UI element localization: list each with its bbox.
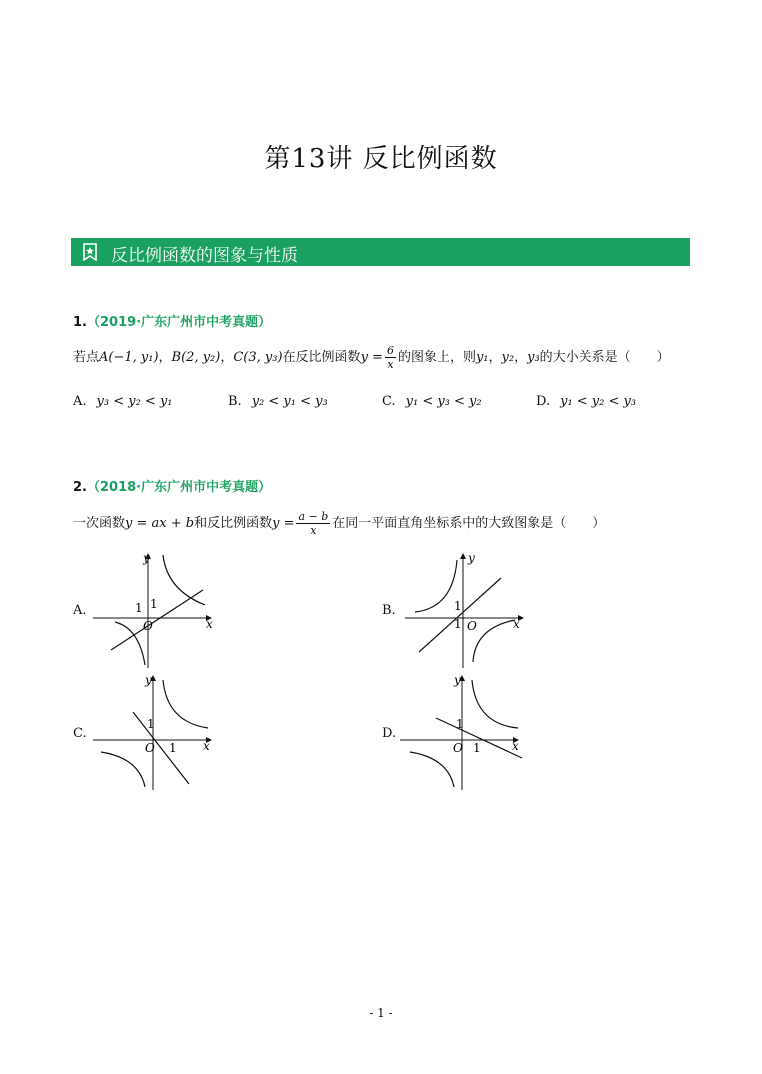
q1-sep3: ， <box>488 350 502 365</box>
q2-option-d[interactable] <box>382 726 396 741</box>
q1-option-d[interactable] <box>536 394 636 409</box>
bookmark-star-icon <box>81 243 99 261</box>
q2-graph-a <box>93 550 218 670</box>
tick-one-label: 1 <box>135 601 143 615</box>
q1-option-b[interactable] <box>228 394 328 409</box>
tick-one-label: 1 <box>454 599 462 613</box>
q2-source: （2018·广东广州市中考真题） <box>86 480 272 495</box>
hyperbola-branch <box>473 620 515 662</box>
hyperbola-branch <box>101 752 145 787</box>
y-axis-label: y <box>468 551 475 565</box>
q1-option-c-value: y₁ < y₃ < y₂ <box>405 394 482 409</box>
q1-option-c-letter: C. <box>382 394 396 409</box>
hyperbola-branch <box>163 555 205 605</box>
origin-label: O <box>143 619 153 633</box>
q1-fraction-denominator: x <box>387 358 394 371</box>
section-banner <box>71 238 690 266</box>
q1-sep1: ， <box>158 350 172 365</box>
q1-option-a-letter: A. <box>73 394 87 409</box>
q2-fraction <box>296 510 330 537</box>
q1-option-d-value: y₁ < y₂ < y₃ <box>560 394 637 409</box>
q1-fn-lhs: y = <box>360 350 383 365</box>
q2-graph-c <box>93 672 218 792</box>
linear-line <box>419 578 501 652</box>
q2-fraction-numerator: a − b <box>298 510 329 523</box>
q1-option-b-letter: B. <box>228 394 242 409</box>
q1-sep2: ， <box>220 350 234 365</box>
q2-option-a[interactable] <box>73 603 87 618</box>
tick-one-label: 1 <box>147 717 155 731</box>
q1-text-end: 的大小关系是（ ） <box>539 350 670 365</box>
q2-option-c-letter: C. <box>73 726 87 741</box>
q1-text-pre: 若点 <box>73 350 100 365</box>
tick-one-label: 1 <box>169 741 177 755</box>
y-axis-label: y <box>454 673 461 687</box>
hyperbola-branch <box>415 560 457 612</box>
q1-y2: y₂ <box>501 350 515 365</box>
page-number: - 1 - <box>369 1006 393 1020</box>
q2-fn-lhs: y = <box>272 516 295 531</box>
q1-sep4: ， <box>514 350 528 365</box>
q1-text-post: 的图象上，则 <box>397 350 476 365</box>
q2-stem <box>73 510 605 537</box>
tick-one-label: 1 <box>456 717 464 731</box>
y-axis-label: y <box>143 551 150 565</box>
origin-label: O <box>145 741 155 755</box>
hyperbola-branch <box>472 680 518 728</box>
q1-point-a: A(−1, y₁) <box>99 350 159 365</box>
q1-option-b-value: y₂ < y₁ < y₃ <box>251 394 328 409</box>
q2-graph-d <box>400 672 525 792</box>
q2-option-b[interactable] <box>382 603 396 618</box>
x-axis-label: x <box>203 739 210 753</box>
linear-line <box>133 712 189 784</box>
q1-y3: y₃ <box>527 350 540 365</box>
q1-stem <box>73 344 670 371</box>
hyperbola-branch <box>163 680 208 728</box>
q2-number: 2. <box>73 480 87 495</box>
origin-label: O <box>453 741 463 755</box>
tick-one-label: 1 <box>454 617 462 631</box>
q1-number: 1. <box>73 315 87 330</box>
q1-option-d-letter: D. <box>536 394 551 409</box>
q2-option-b-letter: B. <box>382 603 396 618</box>
q2-text-post: 在同一平面直角坐标系中的大致图象是（ ） <box>332 516 606 531</box>
q1-option-c[interactable] <box>382 394 482 409</box>
q1-option-a[interactable] <box>73 394 173 409</box>
q2-option-c[interactable] <box>73 726 87 741</box>
page-title: 第13讲 反比例函数 <box>264 144 498 174</box>
tick-one-label: 1 <box>473 741 481 755</box>
q1-point-c: C(3, y₃) <box>233 350 283 365</box>
q2-linear: y = ax + b <box>125 516 195 531</box>
hyperbola-branch <box>115 622 145 665</box>
q2-header <box>73 476 271 495</box>
q2-option-d-letter: D. <box>382 726 397 741</box>
q1-fraction-numerator: 6 <box>386 344 394 357</box>
q1-option-a-value: y₃ < y₂ < y₁ <box>96 394 173 409</box>
y-axis-label: y <box>145 673 152 687</box>
x-axis-label: x <box>206 617 213 631</box>
x-axis-label: x <box>512 739 519 753</box>
section-title: 反比例函数的图象与性质 <box>111 246 298 266</box>
q1-source: （2019·广东广州市中考真题） <box>86 315 272 330</box>
x-axis-label: x <box>513 617 520 631</box>
hyperbola-branch <box>410 752 454 787</box>
q2-fraction-denominator: x <box>310 524 317 537</box>
q1-y1: y₁ <box>475 350 489 365</box>
q1-point-b: B(2, y₂) <box>171 350 221 365</box>
q2-graph-b <box>405 550 530 670</box>
q1-text-mid: 在反比例函数 <box>282 350 361 365</box>
tick-one-label: 1 <box>150 597 158 611</box>
origin-label: O <box>467 619 477 633</box>
q2-option-a-letter: A. <box>73 603 87 618</box>
q1-header <box>73 311 271 330</box>
q2-text-pre: 一次函数 <box>73 516 126 531</box>
q2-text-mid: 和反比例函数 <box>194 516 273 531</box>
q1-fraction <box>385 344 396 371</box>
